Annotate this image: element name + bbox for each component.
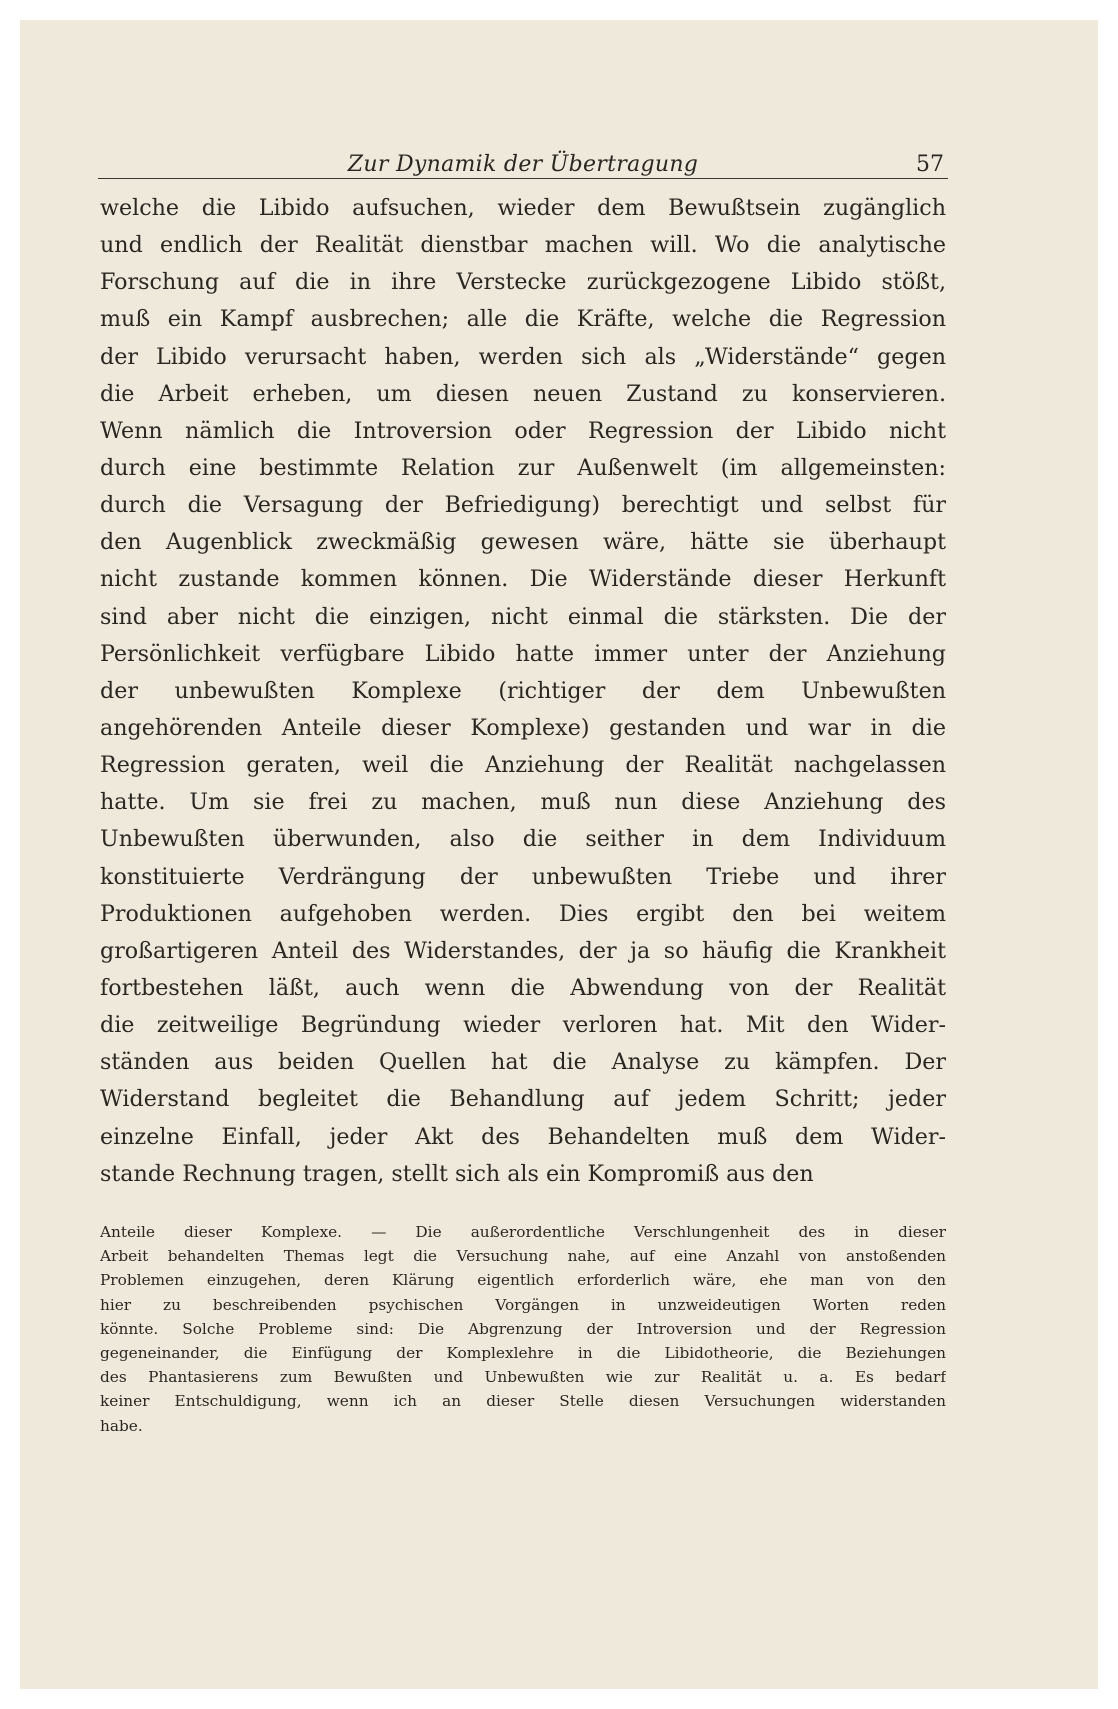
footnote-line: Anteile dieser Komplexe. — Die außerordentliche Verschlungenheit des in dieser — [100, 1223, 946, 1241]
text-line: Produktionen aufgehoben werden. Dies ergibt den bei weitem — [100, 900, 946, 927]
footnote-line: Arbeit behandelten Themas legt die Versuchung nahe, auf eine Anzahl von anstoßenden — [100, 1247, 946, 1266]
text-line: der unbewußten Komplexe (richtiger der dem Unbewußten — [100, 677, 946, 704]
footnote-line: gegeneinander, die Einfügung der Komplexlehre in die Libidotheorie, die Beziehungen — [100, 1343, 946, 1362]
running-header — [98, 138, 948, 179]
text-line: sind aber nicht die einzigen, nicht einmal die stärksten. Die der — [100, 603, 946, 630]
text-line: großartigeren Anteil des Widerstandes, der ja so häufig die Krankheit — [100, 937, 946, 964]
book-page — [20, 20, 1098, 1689]
footnote-line: habe. — [100, 1416, 143, 1435]
running-title: Zur Dynamik der Übertragung — [347, 152, 699, 177]
text-line: fortbestehen läßt, auch wenn die Abwendung von der Realität — [100, 974, 946, 1001]
text-line: konstituierte Verdrängung der unbewußten Triebe und ihrer — [100, 863, 946, 890]
footnote-line: des Phantasierens zum Bewußten und Unbewußten wie zur Realität u. a. Es bedarf — [100, 1368, 946, 1387]
footnote-line: könnte. Solche Probleme sind: Die Abgrenzung der Introversion und der Regression — [100, 1319, 946, 1338]
footnote-line: hier zu beschreibenden psychischen Vorgängen in unzweideutigen Worten reden — [100, 1295, 946, 1314]
text-line: Regression geraten, weil die Anziehung der Realität nachgelassen — [100, 752, 946, 779]
text-line: einzelne Einfall, jeder Akt des Behandelten muß dem Wider- — [100, 1123, 946, 1150]
text-line: muß ein Kampf ausbrechen; alle die Kräfte, welche die Regression — [100, 306, 946, 333]
page-number: 57 — [916, 152, 944, 177]
text-line: durch die Versagung der Befriedigung) berechtigt und selbst für — [100, 492, 946, 519]
text-line: und endlich der Realität dienstbar machen will. Wo die analytische — [100, 232, 946, 259]
text-line: durch eine bestimmte Relation zur Außenwelt (im allgemeinsten: — [100, 454, 946, 481]
text-line: angehörenden Anteile dieser Komplexe) gestanden und war in die — [100, 714, 946, 741]
footnote-line: keiner Entschuldigung, wenn ich an dieser Stelle diesen Versuchungen widerstanden — [100, 1392, 946, 1411]
text-line: die zeitweilige Begründung wieder verloren hat. Mit den Wider- — [100, 1012, 946, 1039]
text-line: Forschung auf die in ihre Verstecke zurückgezogene Libido stößt, — [100, 269, 946, 296]
text-line: Wenn nämlich die Introversion oder Regression der Libido nicht — [100, 417, 946, 444]
text-line: den Augenblick zweckmäßig gewesen wäre, hätte sie überhaupt — [100, 529, 946, 556]
footnote-line: Problemen einzugehen, deren Klärung eigentlich erforderlich wäre, ehe man von den — [100, 1271, 946, 1290]
text-line: die Arbeit erheben, um diesen neuen Zustand zu konservieren. — [100, 380, 946, 407]
text-line: Persönlichkeit verfügbare Libido hatte immer unter der Anziehung — [100, 640, 946, 667]
text-line: stande Rechnung tragen, stellt sich als ein Kompromiß aus den — [100, 1160, 814, 1187]
text-line: hatte. Um sie frei zu machen, muß nun diese Anziehung des — [100, 789, 946, 816]
main-text — [100, 190, 946, 1193]
text-line: nicht zustande kommen können. Die Widerstände dieser Herkunft — [100, 566, 946, 593]
text-line: der Libido verursacht haben, werden sich als „Widerstände“ gegen — [100, 343, 946, 370]
text-line: Unbewußten überwunden, also die seither in dem Individuum — [100, 826, 946, 853]
footnote — [100, 1220, 946, 1438]
text-line: Widerstand begleitet die Behandlung auf jedem Schritt; jeder — [100, 1086, 946, 1113]
text-line: welche die Libido aufsuchen, wieder dem Bewußtsein zugänglich — [100, 195, 946, 221]
text-line: ständen aus beiden Quellen hat die Analyse zu kämpfen. Der — [100, 1049, 946, 1076]
